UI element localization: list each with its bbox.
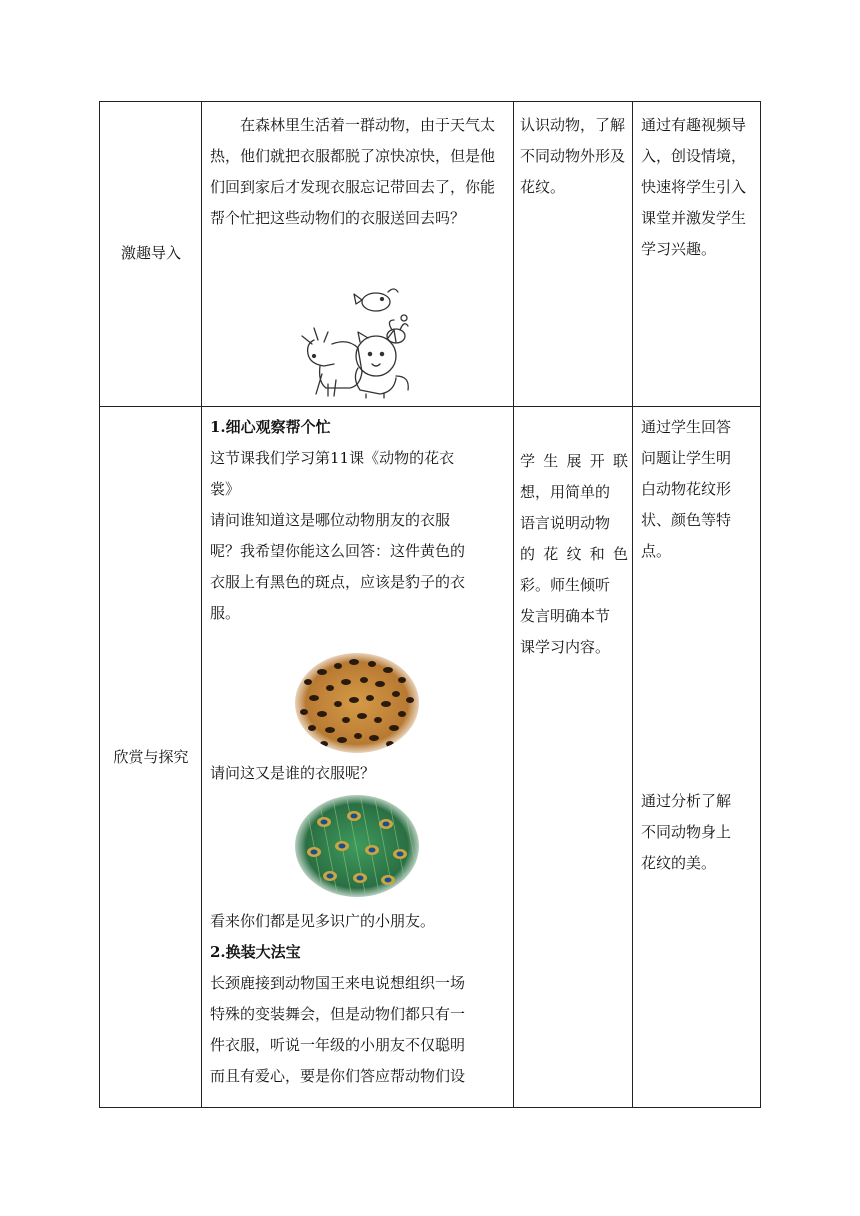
intro-design-intent: [641, 110, 755, 265]
section2-line: 件衣服，听说一年级的小朋友不仅聪明: [210, 1036, 466, 1054]
explore-line: 裳》: [210, 480, 241, 498]
stage-label-explore: 欣赏与探究: [113, 748, 189, 766]
stage-label-intro: 激趣导入: [120, 244, 181, 262]
table-top-border: [99, 101, 761, 102]
explore-content-bottom: [210, 906, 510, 1092]
student-line: 语言说明动物: [520, 514, 611, 532]
col-border-2: [513, 101, 514, 1108]
explore-content-top: [210, 412, 510, 629]
table-bottom-border: [99, 1107, 761, 1108]
section2-line: 特殊的变装舞会，但是动物们都只有一: [210, 1005, 466, 1023]
student-line: 课学习内容。: [520, 638, 611, 656]
intro-content: [210, 110, 508, 234]
section1-title: 1.细心观察帮个忙: [210, 418, 331, 436]
explore-design-intent-b: [641, 786, 755, 879]
explore-student-activity: [520, 446, 628, 663]
intent-line: 状、颜色等特: [641, 511, 732, 529]
explore-line: 服。: [210, 604, 241, 622]
col-border-right: [760, 101, 761, 1108]
explore-line: 衣服上有黑色的斑点，应该是豹子的衣: [210, 573, 466, 591]
intent-line: 通过分析了解: [641, 792, 732, 810]
intro-intent-text: 通过有趣视频导入，创设情境，快速将学生引入课堂并激发学生学习兴趣。: [641, 116, 747, 258]
intent-line: 花纹的美。: [641, 854, 717, 872]
cartoon-animals-image: [292, 284, 416, 400]
question-two: 请问这又是谁的衣服呢？: [210, 764, 376, 782]
student-line: 想，用简单的: [520, 483, 611, 501]
section2-line: 长颈鹿接到动物国王来电说想组织一场: [210, 974, 466, 992]
section2-line: 而且有爱心，要是你们答应帮动物们设: [210, 1067, 466, 1085]
student-line: 学生展开联: [520, 452, 628, 470]
closing-line: 看来你们都是见多识广的小朋友。: [210, 912, 436, 930]
explore-line: 请问谁知道这是哪位动物朋友的衣服: [210, 511, 451, 529]
section2-title: 2.换装大法宝: [210, 943, 301, 961]
intent-line: 不同动物身上: [641, 823, 732, 841]
intro-student-activity: [520, 110, 628, 203]
explore-line: 这节课我们学习第11课《动物的花衣: [210, 449, 455, 467]
intro-student-text: 认识动物，了解不同动物外形及花纹。: [520, 116, 626, 196]
explore-design-intent-a: [641, 412, 755, 567]
intro-paragraph: 在森林里生活着一群动物，由于天气太热，他们就把衣服都脱了凉快凉快，但是他们回到家后才发现衣服忘记带回去了，你能帮个忙把这些动物们的衣服送回去吗？: [210, 116, 496, 227]
col-border-3: [632, 101, 633, 1108]
intent-line: 问题让学生明: [641, 449, 732, 467]
student-line: 彩。师生倾听: [520, 576, 611, 594]
explore-line: 呢？我希望你能这么回答：这件黄色的: [210, 542, 466, 560]
row-divider: [99, 406, 761, 407]
intent-line: 通过学生回答: [641, 418, 732, 436]
intent-line: 点。: [641, 542, 672, 560]
student-line: 的花纹和色: [520, 545, 628, 563]
intent-line: 白动物花纹形: [641, 480, 732, 498]
student-line: 发言明确本节: [520, 607, 611, 625]
leopard-fur-image: [294, 652, 420, 754]
peacock-feather-image: [294, 794, 420, 898]
